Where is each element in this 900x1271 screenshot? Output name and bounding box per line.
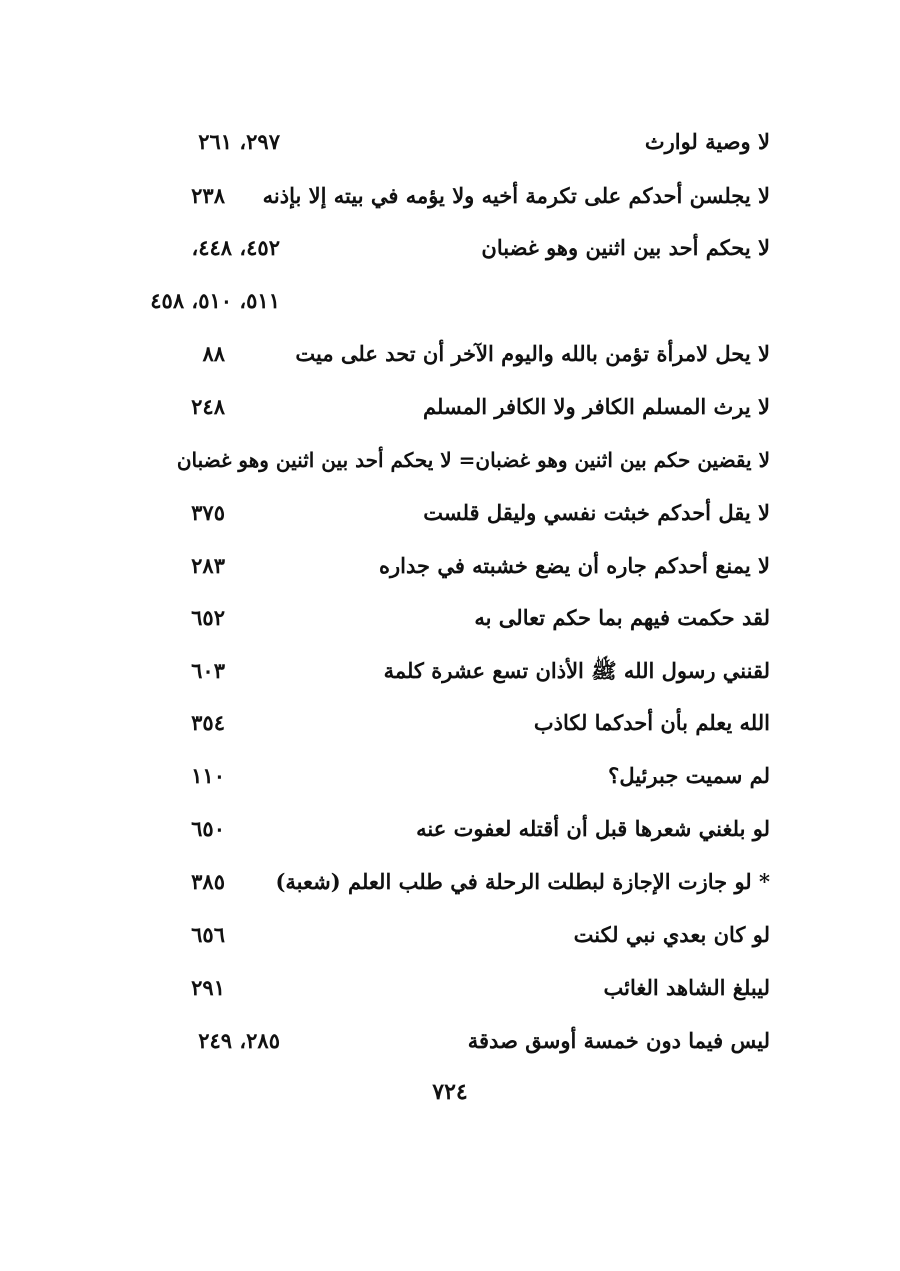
entry-text: * لو جازت الإجازة لبطلت الرحلة في طلب العلم (شعبة) (275, 869, 770, 894)
entry-pages: ٢٩١ (191, 975, 225, 1000)
entry-text: لا يرث المسلم الكافر ولا الكافر المسلم (423, 394, 770, 419)
index-entry (130, 703, 770, 743)
index-entry (130, 228, 770, 268)
index-entry (130, 915, 770, 955)
entry-pages: ٥١١، ٥١٠، ٤٥٨ (150, 288, 280, 313)
index-entry (130, 862, 770, 902)
entry-text: لا يقضين حكم بين اثنين وهو غضبان= لا يحكم أحد بين اثنين وهو غضبان (176, 448, 770, 472)
entry-pages: ١١٠ (191, 763, 225, 788)
index-entry (130, 651, 770, 691)
entry-pages: ٤٥٢، ٤٤٨، (191, 235, 280, 260)
entry-pages: ٢٩٧، ٢٦١ (198, 129, 280, 154)
index-entry (130, 281, 770, 321)
entry-pages: ٦٥٦ (191, 922, 225, 947)
entry-pages: ٢٤٨ (191, 394, 225, 419)
entry-pages: ٦٥٢ (191, 605, 225, 630)
entry-pages: ٢٨٣ (191, 553, 225, 578)
entry-pages: ٦٥٠ (191, 816, 225, 841)
entry-text: لقنني رسول الله ﷺ الأذان تسع عشرة كلمة (383, 658, 770, 683)
entry-text: ليبلغ الشاهد الغائب (603, 975, 770, 1000)
index-entry (130, 968, 770, 1008)
entry-pages: ٦٠٣ (191, 658, 225, 683)
index-entry (130, 546, 770, 586)
index-entry (130, 493, 770, 533)
entry-text: لا يجلسن أحدكم على تكرمة أخيه ولا يؤمه في بيته إلا بإذنه (262, 183, 770, 208)
entry-text: لا وصية لوارث (644, 129, 770, 154)
index-entry (130, 387, 770, 427)
index-entry (130, 440, 770, 480)
entry-text: لقد حكمت فيهم بما حكم تعالى به (474, 605, 770, 630)
index-entry (130, 122, 770, 162)
entry-text: ليس فيما دون خمسة أوسق صدقة (467, 1028, 770, 1053)
entry-text: لو بلغني شعرها قبل أن أقتله لعفوت عنه (416, 816, 770, 841)
entry-pages: ٢٣٨ (191, 183, 225, 208)
entry-pages: ٣٥٤ (191, 710, 225, 735)
entry-text: لم سميت جبرئيل؟ (608, 763, 770, 788)
entry-pages: ٣٧٥ (191, 500, 225, 525)
entry-text: لا يمنع أحدكم جاره أن يضع خشبته في جداره (379, 553, 770, 578)
entry-pages: ٣٨٥ (191, 869, 225, 894)
entry-pages: ٨٨ (202, 341, 225, 366)
entry-text: الله يعلم بأن أحدكما لكاذب (533, 710, 770, 735)
index-entry (130, 598, 770, 638)
index-entry (130, 809, 770, 849)
index-entry (130, 176, 770, 216)
page-number: ٧٢٤ (432, 1079, 468, 1105)
entry-text: لا يقل أحدكم خبثت نفسي وليقل قلست (423, 500, 770, 525)
entry-text: لو كان بعدي نبي لكنت (573, 922, 770, 947)
entry-pages: ٢٨٥، ٢٤٩ (198, 1028, 280, 1053)
index-entry (130, 756, 770, 796)
index-entry (130, 1021, 770, 1061)
index-entry (130, 334, 770, 374)
entry-text: لا يحكم أحد بين اثنين وهو غضبان (481, 235, 770, 260)
entry-text: لا يحل لامرأة تؤمن بالله واليوم الآخر أن تحد على ميت (295, 341, 770, 366)
